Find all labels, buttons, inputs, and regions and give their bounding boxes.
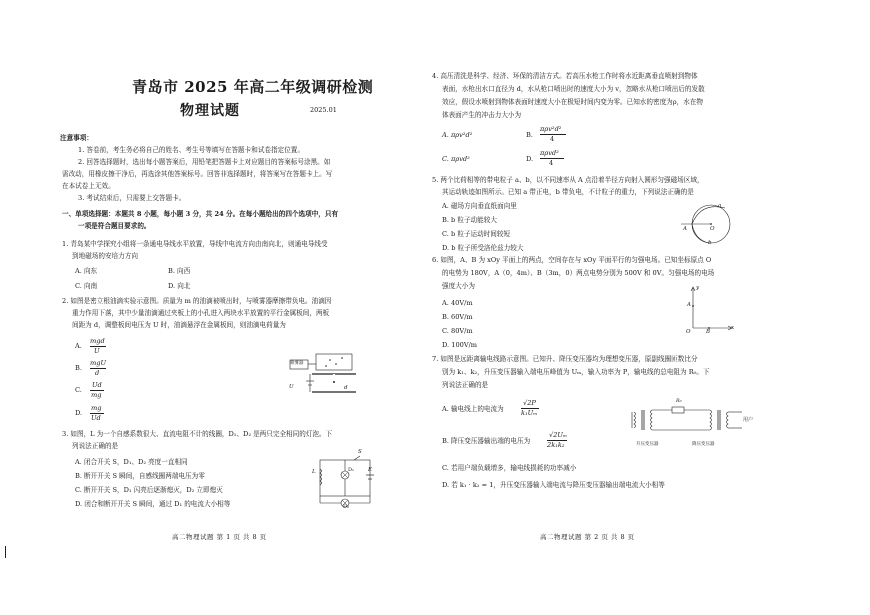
q7-b-num: √2Uₘ: [549, 431, 567, 439]
q2-a-num: mgd: [90, 337, 105, 345]
point-a-label: A: [687, 302, 691, 308]
q4-option-a: A. πρv²d²: [442, 131, 473, 139]
q6-stem: 的电势为 180V，A（0，4m）、B（3m，0）两点电势分别为 500V 和 0V。匀强电场的电场: [442, 269, 715, 277]
q7-b-den: 2k₁k₂: [547, 441, 565, 449]
q7-a-den: k₁Uₘ: [521, 409, 538, 417]
q7-stem: 7. 如图是远距离输电线路示意图。已知升、降压变压器均为理想变压器，原副线圈匝数比分: [432, 355, 698, 363]
left-page: [0, 0, 430, 615]
q5-option-a: A. 磁场方向垂直纸面向里: [442, 202, 517, 210]
resistor-r0-label: R₀: [676, 399, 682, 404]
coordinate-figure: [685, 286, 735, 334]
particle-b-label: b: [708, 240, 712, 246]
right-page: [430, 0, 870, 615]
q3-stem: 列说法正确的是: [72, 442, 119, 450]
q4-b-num: πρv²d²: [540, 125, 562, 133]
q2-option-a-label: A.: [75, 342, 82, 350]
notice-line: 3. 考试结束后，只需要上交答题卡。: [78, 194, 186, 202]
transmission-figure: [628, 404, 748, 440]
q2-c-num: Ud: [92, 381, 102, 389]
distance-label: d: [344, 385, 348, 391]
q7-option-b-label: B. 降压变压器输出端的电压为: [442, 437, 531, 445]
q7-option-a-label: A. 输电线上的电流为: [442, 405, 504, 413]
q6-option-c: C. 80V/m: [442, 327, 473, 335]
q4-stem: 效应，假设水喷射到物体表面时速度大小在极短时间内变为零。已知水的密度为ρ，水在物: [442, 98, 704, 106]
q2-stem: 2. 如图是密立根油滴实验示意图。质量为 m 的油滴被喷出时，与喷雾器摩擦带负电。油滴因: [62, 297, 332, 305]
lamp-d2-label: D₂: [343, 504, 350, 510]
q7-stem: 别为 k₁、k₂，升压变压器输入端电压峰值为 Uₘ，输入功率为 P，输电线的总电阻为 R₀。下: [442, 368, 710, 376]
step-down-label: 降压变压器: [692, 442, 715, 447]
q2-d-num: mg: [91, 404, 102, 412]
q4-stem: 表面，水枪出水口直径为 d，水从枪口喷出时的速度大小为 v，忽略水从枪口喷出后的发散: [442, 85, 705, 93]
q4-option-b-label: B.: [526, 131, 533, 139]
q6-stem: 强度大小为: [442, 282, 475, 290]
q4-stem: 体表面产生的冲击力大小为: [442, 111, 522, 119]
q4-option-c: C. πρvd²: [442, 155, 470, 163]
q4-d-den: 4: [549, 159, 554, 167]
q6-stem: 6. 如图，A、B 为 xOy 平面上的两点，空间存在与 xOy 平面平行的匀强电场。已知坐标原点 O: [432, 256, 712, 264]
section-heading: 一项是符合题目要求的。: [78, 222, 151, 230]
q4-b-den: 4: [550, 135, 555, 143]
inductor-circuit-figure: [310, 455, 380, 510]
axis-y-label: y: [696, 285, 700, 291]
margin-mark: [5, 546, 6, 558]
exam-title: 青岛市 2025 年高二年级调研检测: [132, 78, 374, 96]
q2-b-num: mgU: [90, 359, 107, 367]
q5-option-d: D. b 粒子所受洛伦兹力较大: [442, 244, 524, 252]
switch-label: S: [358, 449, 362, 455]
q4-option-d-label: D.: [526, 155, 534, 163]
q7-stem: 列说法正确的是: [442, 381, 489, 389]
q6-option-b: B. 60V/m: [442, 313, 473, 321]
notice-line: 1. 答卷前，考生务必将自己的姓名、考生号等填写在答题卡和试卷指定位置。: [78, 146, 304, 154]
q2-option-d-label: D.: [75, 409, 83, 417]
q7-a-num: √2P: [523, 399, 536, 407]
center-o-label: O: [710, 226, 715, 232]
notice-line: 2. 回答选择题时，选出每小题答案后，用铅笔把答题卡上对应题目的答案标号涂黑。如: [78, 158, 331, 166]
q1-stem: 1. 青岛某中学探究小组将一条通电导线水平放置，导线中电流方向由南向北，则通电导线受: [62, 240, 328, 248]
q5-option-b: B. b 粒子动能较大: [442, 216, 497, 224]
q2-b-den: d: [95, 369, 100, 377]
inductor-label: L: [312, 469, 316, 475]
q1-option-c: C. 向南: [75, 282, 98, 290]
q2-stem: 间距为 d，调整板间电压为 U 时，油滴悬浮在金属板间，则油滴电荷量为: [72, 321, 286, 329]
q2-option-b-label: B.: [75, 364, 82, 372]
q5-option-c: C. b 粒子运动时间较短: [442, 230, 511, 238]
q3-option-c: C. 断开开关 S，D₁ 闪亮后逐渐熄灭，D₂ 立即熄灭: [75, 486, 223, 494]
origin-label: O: [686, 329, 691, 335]
q6-option-a: A. 40V/m: [442, 299, 473, 307]
q2-a-den: U: [94, 347, 100, 355]
lamp-d1-label: D₁: [348, 467, 355, 473]
q2-stem: 重力作用下落，其中少量油滴通过夹板上的小孔进入两块水平放置的平行金属板间，两板: [72, 309, 330, 317]
page-footer: 高二物理试题 第 2 页 共 8 页: [540, 533, 635, 541]
section-heading: 一、单项选择题：本题共 8 小题，每小题 3 分，共 24 分。在每小题给出的四个选项中，只有: [62, 210, 339, 218]
q3-stem: 3. 如图，L 为一个自感系数很大、直流电阻不计的线圈，D₁、D₂ 是两只完全相同的灯泡。下: [62, 430, 333, 438]
q1-option-d: D. 向北: [168, 282, 191, 290]
notice-line: 在本试卷上无效。: [62, 182, 115, 190]
q4-d-num: πρvd²: [540, 149, 559, 157]
q3-option-d: D. 闭合和断开开关 S 瞬间，通过 D₁ 的电流大小相等: [75, 500, 231, 508]
axis-x-label: x: [731, 325, 735, 331]
q4-stem: 4. 高压清洗是科学、经济、环保的清洁方式。若高压水枪工作时将水近距离垂直喷射到物体: [432, 72, 698, 80]
q6-option-d: D. 100V/m: [442, 341, 478, 349]
q5-stem: 5. 两个比荷相等的带电粒子 a、b，以不同速率从 A 点沿着半径方向射入圆形匀强磁场区域，: [432, 176, 704, 184]
subject-title: 物理试题: [180, 103, 240, 119]
user-label: 用户: [743, 417, 754, 423]
q3-option-b: B. 断开开关 S 瞬间，自感线圈两端电压为零: [75, 472, 205, 480]
q2-d-den: Ud: [91, 414, 101, 422]
sprayer-label: 喷雾器: [290, 361, 304, 366]
notice-heading: 注意事项：: [60, 134, 93, 142]
q7-option-c: C. 若用户端负载增多，输电线损耗的功率减小: [442, 464, 577, 472]
point-a-label: A: [683, 226, 687, 232]
q5-stem: 其运动轨迹如图所示。已知 a 带正电，b 带负电，不计粒子的重力，下列说法正确的是: [442, 188, 694, 196]
q1-stem: 到地磁场的安培力方向: [72, 252, 138, 260]
exam-date: 2025.01: [310, 106, 337, 114]
q3-option-a: A. 闭合开关 S，D₁、D₂ 亮度一直相同: [75, 458, 188, 466]
point-b-label: B: [706, 329, 711, 335]
q2-option-c-label: C.: [75, 386, 82, 394]
notice-line: 需改动，用橡皮擦干净后，再选涂其他答案标号。回答非选择题时，将答案写在答题卡上。写: [62, 170, 333, 178]
particle-a-label: a: [718, 203, 722, 209]
battery-label: E: [368, 467, 373, 473]
step-up-label: 升压变压器: [636, 442, 659, 447]
q2-c-den: mg: [91, 391, 102, 399]
q1-option-a: A. 向东: [75, 267, 98, 275]
voltage-label: U: [289, 384, 294, 390]
magnetic-field-figure: [675, 200, 735, 250]
q7-option-d: D. 若 k₁ · k₂ = 1，升压变压器输入端电流与降压变压器输出端电流大小相等: [442, 481, 665, 489]
q1-option-b: B. 向西: [168, 267, 191, 275]
page-footer: 高二物理试题 第 1 页 共 8 页: [172, 533, 267, 541]
